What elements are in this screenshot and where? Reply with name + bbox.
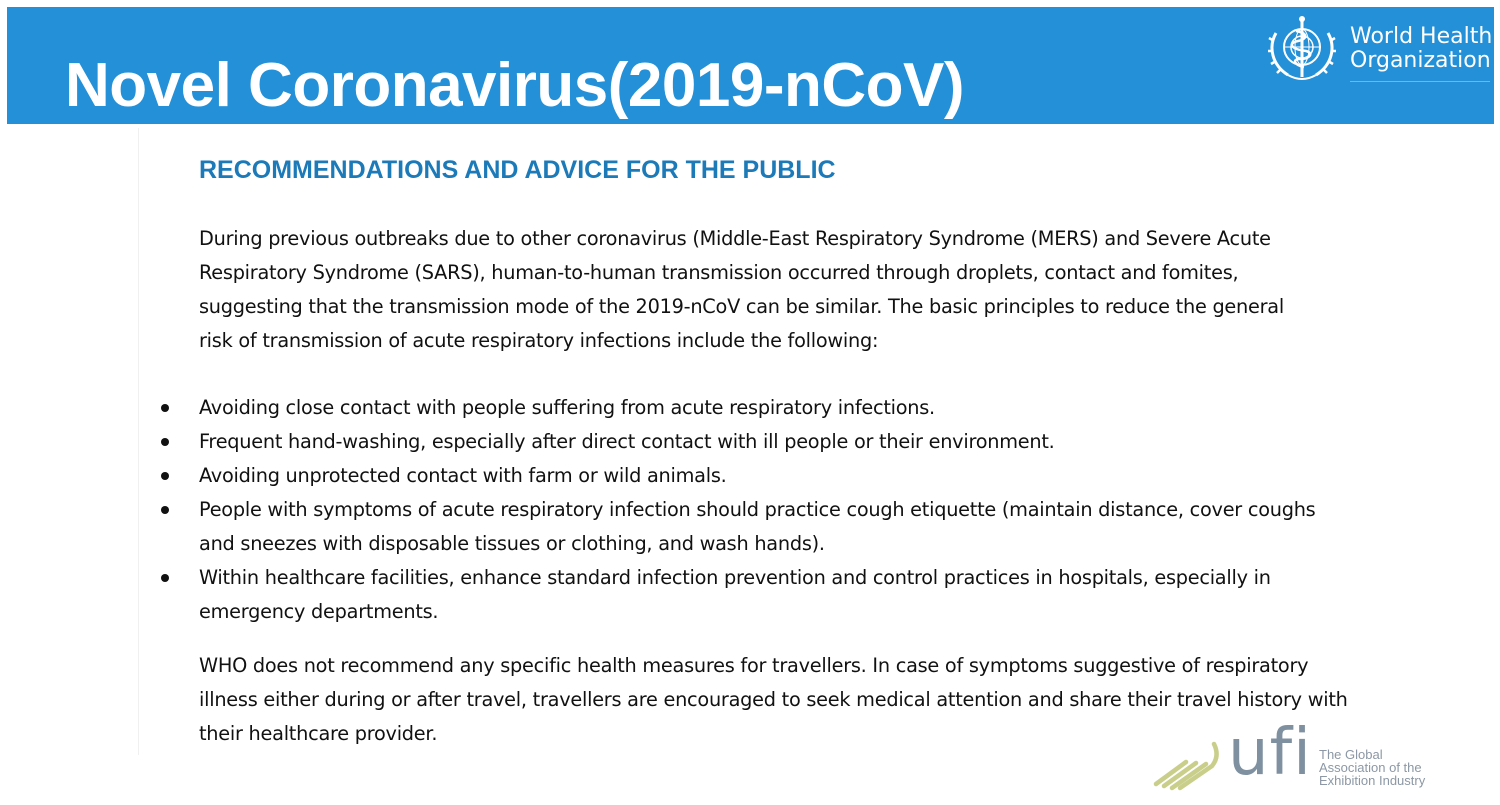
recommendation-list [199,391,1339,629]
list-item [199,425,1339,459]
list-item [199,459,1339,493]
ufi-logo [1150,716,1450,796]
who-logo-underline [1350,81,1490,82]
ufi-tagline [1319,748,1425,787]
list-item [199,391,1339,425]
header-banner [7,7,1494,124]
bullet-icon [161,472,169,480]
bullet-icon [161,438,169,446]
who-emblem-icon [1262,13,1342,85]
who-logo-text [1350,25,1492,73]
section-title: RECOMMENDATIONS AND ADVICE FOR THE PUBLIC [199,156,836,184]
content-divider [138,128,139,755]
page-title: Novel Coronavirus(2019-nCoV) [65,51,964,120]
ufi-tagline-line2: Association of the [1319,760,1422,775]
list-item [199,561,1339,629]
bullet-icon [161,574,169,582]
list-item [199,493,1339,561]
ufi-wordmark: ufi [1228,716,1312,790]
bullet-icon [161,404,169,412]
intro-paragraph: During previous outbreaks due to other coronavirus (Middle-East Respiratory Syndrome (MERS) and Severe Acute Respiratory Syndrome (SARS), human-to-human transmission occurred through droplets, contact and fomites, suggesting that the transmission mode of the 2019-nCoV can be similar. The basic principles to reduce the general risk of transmission of acute respiratory infections include the following: [199,227,1284,352]
ufi-tagline-line3: Exhibition Industry [1319,773,1426,788]
list-item-text: People with symptoms of acute respiratory infection should practice cough etiquette (maintain distance, cover coughs and sneezes with disposable tissues or clothing, and wash hands). [199,498,1316,555]
ufi-stripes-icon [1150,726,1228,796]
list-item-text: Avoiding unprotected contact with farm or wild animals. [199,464,727,487]
bullet-icon [161,506,169,514]
list-item-text: Frequent hand-washing, especially after direct contact with ill people or their environment. [199,430,1055,453]
who-logo [1262,13,1492,85]
list-item-text: Within healthcare facilities, enhance standard infection prevention and control practices in hospitals, especially in emergency departments. [199,566,1271,623]
list-item-text: Avoiding close contact with people suffering from acute respiratory infections. [199,396,935,419]
who-logo-line2: Organization [1350,48,1491,73]
ufi-tagline-line1: The Global [1319,747,1383,762]
who-logo-line1: World Health [1350,24,1493,49]
closing-paragraph: WHO does not recommend any specific health measures for travellers. In case of symptoms suggestive of respiratory illness either during or after travel, travellers are encouraged to seek medical attention and share their travel history with their healthcare provider. [199,654,1348,745]
